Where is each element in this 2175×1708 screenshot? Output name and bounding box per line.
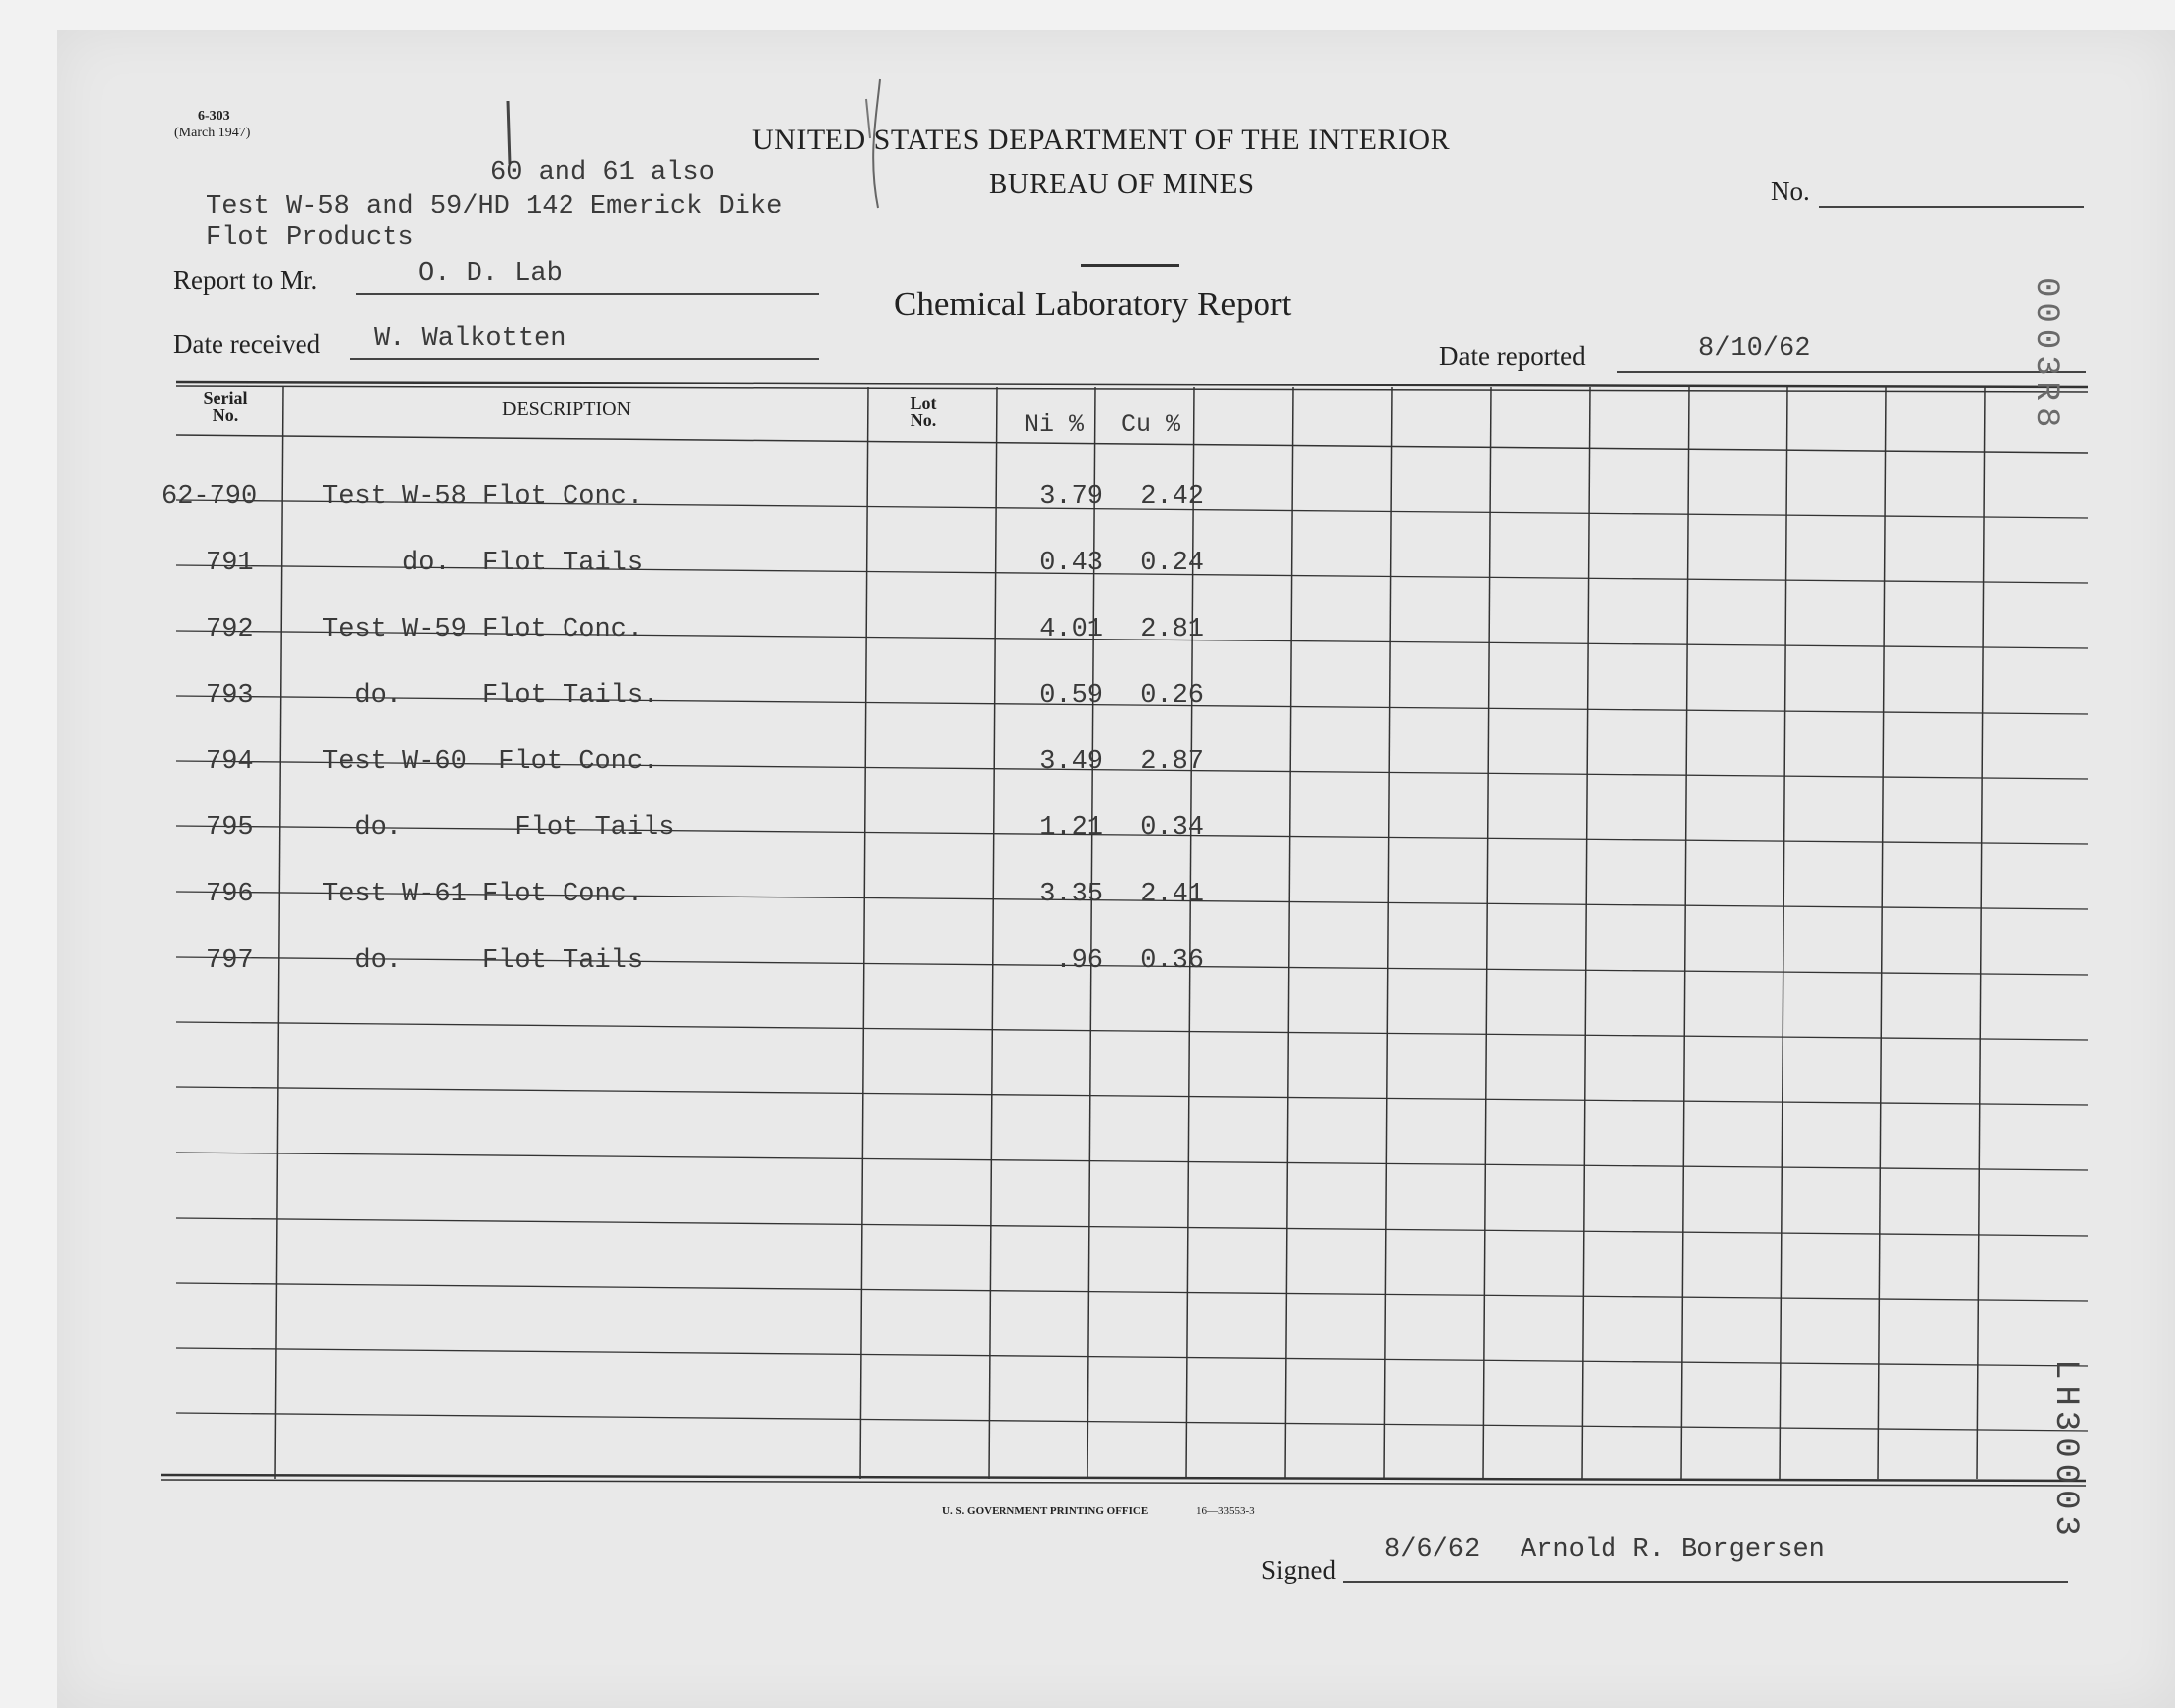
row-serial: 794 [206,747,254,777]
printer-label: U. S. GOVERNMENT PRINTING OFFICE [942,1505,1149,1517]
row-cu-value: 0.26 [1140,681,1204,711]
row-ni-value: 0.43 [1039,549,1103,578]
row-cu-value: 0.24 [1140,549,1204,578]
signed-line [1343,1581,2068,1583]
note-line-2: Test W-58 and 59/HD 142 Emerick Dike [206,192,783,221]
row-serial: 792 [206,615,254,644]
row-serial: 795 [206,813,254,843]
row-description: Test W-60 Flot Conc. [322,747,659,777]
row-description: do. Flot Tails [322,549,644,578]
row-ni-value: 0.59 [1039,681,1103,711]
report-to-value: O. D. Lab [418,259,563,289]
stamp-top: 0003R8 [2027,277,2064,434]
note-line-3: Flot Products [206,223,414,253]
report-title: Chemical Laboratory Report [894,285,1292,323]
row-cu-value: 2.41 [1140,880,1204,909]
table-grid [57,30,2175,1708]
date-reported-label: Date reported [1439,341,1586,371]
signed-date: 8/6/62 [1384,1535,1481,1565]
row-description: do. Flot Tails [322,813,675,843]
column-divider [989,387,997,1479]
form-number: 6-303 [198,109,230,124]
row-rule [176,1218,2088,1236]
row-cu-value: 0.36 [1140,946,1204,976]
column-divider [1977,387,1985,1479]
column-divider [1780,387,1787,1479]
description-column-header: DESCRIPTION [502,398,632,420]
table-top-rule [176,382,2088,387]
form-edition: (March 1947) [174,126,251,140]
date-received-label: Date received [173,329,321,359]
row-ni-value: 1.21 [1039,813,1103,843]
column-divider [1285,387,1293,1479]
column-divider [275,387,283,1479]
row-serial: 796 [206,880,254,909]
row-ni-value: .96 [1055,946,1103,976]
row-rule [176,1087,2088,1105]
column-divider [860,387,868,1479]
ni-column-header: Ni % [1024,410,1085,439]
lot-column-header: Lot No. [910,393,937,430]
row-description: Test W-61 Flot Conc. [322,880,644,909]
row-serial: 797 [206,946,254,976]
serial-column-header: Serial No. [203,388,248,425]
row-serial: 62-790 [161,482,258,512]
row-rule [176,1348,2088,1366]
signed-label: Signed [1262,1555,1337,1584]
column-divider [1878,387,1886,1479]
printer-code: 16—33553-3 [1196,1505,1255,1517]
date-reported-value: 8/10/62 [1698,334,1811,364]
row-ni-value: 3.79 [1039,482,1103,512]
row-ni-value: 4.01 [1039,615,1103,644]
column-divider [1384,387,1392,1479]
column-divider [1681,387,1689,1479]
row-serial: 791 [206,549,254,578]
row-description: Test W-58 Flot Conc. [322,482,644,512]
agency-title: UNITED STATES DEPARTMENT OF THE INTERIOR [752,124,1451,156]
row-rule [176,1283,2088,1301]
row-cu-value: 2.42 [1140,482,1204,512]
row-ni-value: 3.35 [1039,880,1103,909]
row-ni-value: 3.49 [1039,747,1103,777]
row-rule [176,1413,2088,1431]
row-description: do. Flot Tails. [322,681,659,711]
row-cu-value: 0.34 [1140,813,1204,843]
row-cu-value: 2.81 [1140,615,1204,644]
bureau-title: BUREAU OF MINES [989,168,1255,200]
row-rule [176,1153,2088,1170]
signed-name: Arnold R. Borgersen [1521,1535,1825,1565]
report-to-label: Report to Mr. [173,265,318,295]
no-label: No. [1771,176,1810,206]
column-divider [1582,387,1590,1479]
stamp-bottom: LH30003 [2046,1359,2084,1542]
row-rule [176,1022,2088,1040]
table-bottom-rule [161,1475,2086,1481]
row-description: Test W-59 Flot Conc. [322,615,644,644]
date-received-value: W. Walkotten [374,324,566,354]
row-cu-value: 2.87 [1140,747,1204,777]
note-line-1: 60 and 61 also [490,158,715,188]
row-serial: 793 [206,681,254,711]
cu-column-header: Cu % [1121,410,1181,439]
column-divider [1483,387,1491,1479]
row-description: do. Flot Tails [322,946,644,976]
report-sheet [57,30,2175,1708]
